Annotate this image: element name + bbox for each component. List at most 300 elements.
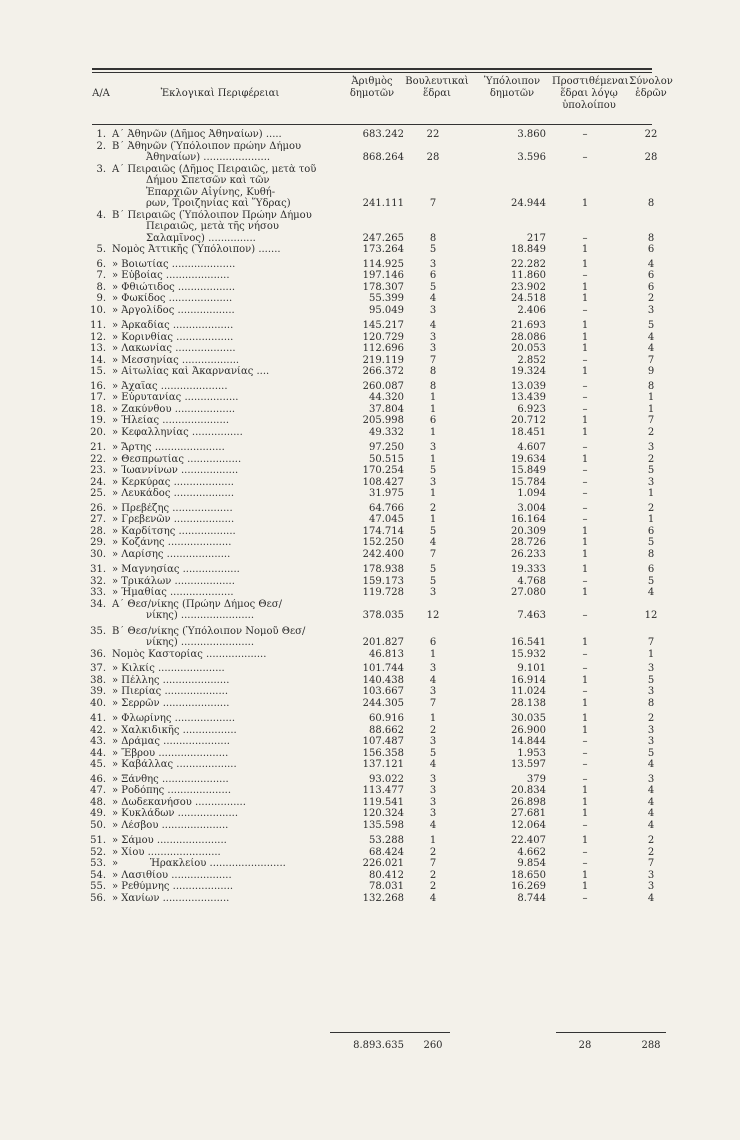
totals-rule-reg	[330, 1032, 450, 1033]
row-values	[0, 305, 740, 317]
row-remainder: 11.860	[511, 270, 546, 281]
row-added-seats: –	[582, 747, 588, 759]
row-number: 27.	[90, 514, 106, 525]
row-total-seats: 5	[647, 320, 655, 331]
row-values	[0, 415, 740, 427]
row-registered: 107.487	[362, 736, 404, 747]
row-seats: 1	[429, 426, 437, 438]
row-district-name-continued: Πειραιῶς, μετὰ τῆς νήσου	[146, 221, 279, 232]
row-district-name: » Πέλλης .....................	[112, 674, 230, 686]
row-total-seats: 8	[647, 697, 655, 709]
row-registered: 31.975	[369, 488, 404, 499]
row-number: 48.	[90, 796, 106, 808]
row-seats: 3	[429, 304, 437, 316]
row-seats: 3	[429, 258, 437, 270]
row-registered: 55.399	[369, 293, 404, 304]
row-remainder: 2.406	[517, 304, 546, 316]
row-remainder: 7.463	[517, 610, 546, 621]
row-number: 37.	[90, 663, 106, 674]
row-number: 52.	[90, 846, 106, 858]
row-remainder: 9.101	[517, 663, 546, 674]
row-registered: 244.305	[362, 697, 404, 709]
row-values	[0, 537, 740, 549]
row-added-seats: –	[582, 686, 588, 697]
row-remainder: 22.282	[511, 258, 546, 270]
row-seats: 3	[429, 442, 437, 453]
row-remainder: 14.844	[511, 736, 546, 747]
row-district-name: » Ἀρκαδίας ...................	[112, 320, 234, 331]
row-registered: 226.021	[362, 858, 404, 869]
row-registered: 205.998	[362, 415, 404, 426]
row-seats: 1	[429, 648, 437, 660]
row-total-seats: 8	[647, 198, 655, 209]
row-added-seats: –	[582, 304, 588, 316]
row-registered: 145.217	[362, 320, 404, 331]
row-registered: 119.728	[362, 587, 404, 598]
row-number: 14.	[90, 354, 106, 366]
row-total-seats: 5	[647, 575, 655, 587]
row-remainder: 4.662	[517, 846, 546, 858]
row-number: 18.	[90, 403, 106, 415]
row-total-seats: 1	[647, 392, 655, 403]
row-total-seats: 4	[647, 331, 655, 343]
row-added-seats: 1	[581, 548, 589, 560]
row-registered: 49.332	[369, 426, 404, 438]
row-registered: 120.729	[362, 331, 404, 343]
row-district-name: » Σάμου ......................	[112, 835, 227, 846]
row-registered: 50.515	[369, 453, 404, 465]
row-registered: 93.022	[369, 773, 404, 785]
row-district-name: » Ἠμαθίας ....................	[112, 587, 234, 598]
row-number: 34.	[90, 598, 106, 610]
row-seats: 8	[429, 366, 437, 377]
row-number: 35.	[90, 625, 106, 637]
row-registered: 101.744	[362, 663, 404, 674]
row-total-seats: 4	[647, 258, 655, 270]
row-district-name: » Χανίων .....................	[112, 892, 230, 904]
row-added-seats: 1	[581, 697, 589, 709]
row-seats: 5	[429, 525, 437, 537]
row-seats: 2	[429, 724, 437, 736]
row-added-seats: –	[582, 354, 588, 366]
row-values	[0, 675, 740, 687]
header-remainder: Ὑπόλοιπον δημοτῶν	[483, 76, 541, 99]
row-district-name: » Ἀργολίδος ..................	[112, 304, 235, 316]
row-added-seats: –	[582, 858, 588, 869]
row-remainder: 1.953	[517, 747, 546, 759]
row-seats: 4	[429, 819, 437, 831]
row-values	[0, 442, 740, 454]
table-row	[0, 164, 740, 176]
row-district-name: » Κορινθίας ..................	[112, 331, 234, 343]
row-district-name: Α΄ Πειραιῶς (Δῆμος Πειραιῶς, μετὰ τοῦ	[112, 163, 317, 175]
row-remainder: 20.712	[511, 415, 546, 426]
row-remainder: 16.164	[511, 514, 546, 525]
row-total-seats: 5	[647, 674, 655, 686]
row-values	[0, 427, 740, 439]
row-added-seats: –	[582, 892, 588, 904]
row-district-name: Νομὸς Καστορίας ...................	[112, 648, 267, 660]
row-total-seats: 2	[647, 453, 655, 465]
row-values	[0, 759, 740, 771]
row-total-seats: 2	[647, 835, 655, 846]
row-number: 41.	[90, 713, 106, 724]
row-registered: 46.813	[369, 648, 404, 660]
row-seats: 2	[429, 869, 437, 881]
row-remainder: 19.333	[511, 564, 546, 575]
row-number: 49.	[90, 808, 106, 819]
header-total: Σύνολον ἑδρῶν	[629, 76, 673, 99]
row-added-seats: 1	[581, 525, 589, 537]
row-total-seats: 4	[647, 796, 655, 808]
row-district-name-continued: ρων, Τροιζηνίας καὶ Ὕδρας)	[146, 198, 291, 209]
row-total-seats: 6	[647, 564, 655, 575]
row-added-seats: 1	[581, 587, 589, 598]
row-values	[0, 152, 740, 164]
row-remainder: 16.541	[511, 637, 546, 648]
row-number: 50.	[90, 819, 106, 831]
row-values	[0, 858, 740, 870]
row-number: 11.	[90, 320, 106, 331]
row-remainder: 26.900	[511, 724, 546, 736]
total-seats-all: 288	[641, 1040, 661, 1051]
row-district-name: » Κεφαλληνίας ................	[112, 426, 243, 438]
row-number: 56.	[90, 892, 106, 904]
row-values	[0, 797, 740, 809]
row-total-seats: 4	[647, 343, 655, 354]
row-seats: 1	[429, 392, 437, 403]
row-added-seats: 1	[581, 674, 589, 686]
row-number: 31.	[90, 564, 106, 575]
row-remainder: 30.035	[511, 713, 546, 724]
row-total-seats: 8	[647, 380, 655, 392]
row-values	[0, 526, 740, 538]
row-total-seats: 5	[647, 465, 655, 476]
row-registered: 53.288	[369, 835, 404, 846]
row-number: 2.	[96, 140, 106, 152]
row-remainder: 1.094	[517, 488, 546, 499]
row-total-seats: 3	[647, 881, 655, 892]
row-number: 51.	[90, 835, 106, 846]
row-district-name: » Ζακύνθου ...................	[112, 403, 236, 415]
row-seats: 2	[429, 881, 437, 892]
row-remainder: 379	[526, 773, 546, 785]
row-district-name: » Μαγνησίας ..................	[112, 564, 240, 575]
row-seats: 1	[429, 713, 437, 724]
row-seats: 2	[429, 502, 437, 514]
row-added-seats: 1	[581, 724, 589, 736]
row-total-seats: 12	[644, 610, 658, 621]
row-added-seats: 1	[581, 320, 589, 331]
table-row	[0, 599, 740, 611]
row-seats: 7	[429, 548, 437, 560]
row-added-seats: –	[582, 392, 588, 403]
row-number: 15.	[90, 366, 106, 377]
row-total-seats: 3	[647, 869, 655, 881]
row-registered: 103.667	[362, 686, 404, 697]
row-total-seats: 4	[647, 785, 655, 796]
row-number: 20.	[90, 426, 106, 438]
row-district-name: » Εὐρυτανίας .................	[112, 392, 239, 403]
row-registered: 159.173	[362, 575, 404, 587]
row-added-seats: 1	[581, 869, 589, 881]
row-added-seats: 1	[581, 453, 589, 465]
row-seats: 5	[429, 465, 437, 476]
row-values	[0, 564, 740, 576]
row-number: 6.	[96, 258, 106, 270]
row-remainder: 4.607	[517, 442, 546, 453]
row-total-seats: 8	[647, 232, 655, 244]
row-seats: 4	[429, 537, 437, 548]
row-added-seats: –	[582, 502, 588, 514]
row-number: 23.	[90, 465, 106, 476]
row-values	[0, 332, 740, 344]
row-values	[0, 454, 740, 466]
row-values	[0, 549, 740, 561]
row-district-name: Α΄ Θεσ/νίκης (Πρώην Δήμος Θεσ/	[112, 598, 282, 610]
row-registered: 219.119	[362, 354, 404, 366]
row-remainder: 19.324	[511, 366, 546, 377]
row-seats: 5	[429, 575, 437, 587]
row-added-seats: –	[582, 514, 588, 525]
row-district-name: » Χίου .......................	[112, 846, 221, 858]
row-number: 4.	[96, 209, 106, 221]
row-remainder: 23.902	[511, 281, 546, 293]
row-district-name-continued: Σαλαμῖνος) ...............	[146, 232, 256, 244]
row-district-name-continued: Δήμου Σπετσῶν καὶ τῶν	[146, 175, 270, 186]
row-registered: 113.477	[362, 785, 404, 796]
row-registered: 137.121	[362, 759, 404, 770]
row-added-seats: 1	[581, 537, 589, 548]
row-number: 33.	[90, 587, 106, 598]
row-values	[0, 129, 740, 141]
row-ditto-mark: »	[112, 858, 119, 869]
row-district-name: » Ξάνθης .....................	[112, 773, 229, 785]
row-seats: 4	[429, 892, 437, 904]
total-added: 28	[578, 1040, 592, 1051]
row-values	[0, 320, 740, 332]
table-row	[0, 210, 740, 222]
row-remainder: 24.518	[511, 293, 546, 304]
row-district-name: » Αἰτωλίας καὶ Ἀκαρνανίας ....	[112, 366, 270, 377]
row-number: 21.	[90, 442, 106, 453]
row-district-name: » Εὐβοίας ....................	[112, 270, 230, 281]
row-remainder: 4.768	[517, 575, 546, 587]
row-added-seats: 1	[581, 343, 589, 354]
totals-row	[0, 1040, 740, 1052]
totals-rule-add	[556, 1032, 666, 1033]
row-values	[0, 404, 740, 416]
row-added-seats: –	[582, 663, 588, 674]
row-seats: 3	[429, 476, 437, 488]
row-total-seats: 6	[647, 525, 655, 537]
row-registered: 683.242	[362, 129, 404, 140]
row-seats: 3	[429, 343, 437, 354]
row-seats: 2	[429, 846, 437, 858]
row-district-name-continued: νίκης) .......................	[146, 637, 255, 648]
row-district-name: » Καβάλλας ...................	[112, 759, 237, 770]
row-registered: 97.250	[369, 442, 404, 453]
row-number: 38.	[90, 674, 106, 686]
row-added-seats: 1	[581, 808, 589, 819]
row-values	[0, 686, 740, 698]
row-number: 16.	[90, 380, 106, 392]
row-remainder: 24.944	[511, 198, 546, 209]
row-seats: 5	[429, 564, 437, 575]
row-district-name: » Σερρῶν .....................	[112, 697, 230, 709]
row-remainder: 15.784	[511, 476, 546, 488]
row-total-seats: 7	[647, 637, 655, 648]
row-seats: 4	[429, 320, 437, 331]
row-added-seats: –	[582, 152, 588, 163]
row-remainder: 19.634	[511, 453, 546, 465]
header-bottom-rule	[92, 124, 652, 125]
row-number: 46.	[90, 773, 106, 785]
row-registered: 247.265	[362, 232, 404, 244]
row-district-name: » Ἄρτης ......................	[112, 442, 225, 453]
row-values	[0, 881, 740, 893]
header-seats: Βουλευτικαὶ ἕδραι	[405, 76, 469, 99]
row-district-name: » Ρεθύμνης ...................	[112, 881, 234, 892]
row-remainder: 22.407	[511, 835, 546, 846]
row-remainder: 20.834	[511, 785, 546, 796]
row-values	[0, 748, 740, 760]
row-added-seats: 1	[581, 426, 589, 438]
header-name: Ἐκλογικαὶ Περιφέρειαι	[160, 88, 280, 99]
row-registered: 47.045	[369, 514, 404, 525]
row-seats: 6	[429, 415, 437, 426]
row-added-seats: 1	[581, 415, 589, 426]
row-total-seats: 22	[644, 129, 658, 140]
row-district-name: » Θεσπρωτίας .................	[112, 453, 242, 465]
row-number: 19.	[90, 415, 106, 426]
row-number: 9.	[96, 293, 106, 304]
row-number: 29.	[90, 537, 106, 548]
row-district-name: » Χαλκιδικῆς .................	[112, 724, 237, 736]
row-registered: 260.087	[362, 380, 404, 392]
row-district-name: » Γρεβενῶν ...................	[112, 514, 235, 525]
row-seats: 6	[429, 637, 437, 648]
row-number: 13.	[90, 343, 106, 354]
row-district-name: » Φθιώτιδος ..................	[112, 281, 236, 293]
row-seats: 3	[429, 331, 437, 343]
row-total-seats: 2	[647, 502, 655, 514]
row-number: 12.	[90, 331, 106, 343]
row-registered: 132.268	[362, 892, 404, 904]
row-district-name: » Δωδεκανήσου ................	[112, 796, 246, 808]
row-seats: 7	[429, 354, 437, 366]
row-number: 28.	[90, 525, 106, 537]
row-number: 55.	[90, 881, 106, 892]
row-total-seats: 28	[644, 152, 658, 163]
row-values	[0, 465, 740, 477]
row-values	[0, 893, 740, 905]
row-remainder: 27.080	[511, 587, 546, 598]
row-remainder: 3.596	[517, 152, 546, 163]
row-district-name-continued: νίκης) .......................	[146, 610, 255, 621]
row-values	[0, 637, 740, 649]
row-total-seats: 6	[647, 270, 655, 281]
row-remainder: 13.039	[511, 380, 546, 392]
row-remainder: 18.849	[511, 244, 546, 255]
row-total-seats: 3	[647, 686, 655, 697]
row-district-name: » Μεσσηνίας ..................	[112, 354, 240, 366]
row-district-name: » Λευκάδος ...................	[112, 488, 234, 499]
row-added-seats: –	[582, 488, 588, 499]
row-total-seats: 8	[647, 548, 655, 560]
row-number: 17.	[90, 392, 106, 403]
row-seats: 3	[429, 808, 437, 819]
row-number: 26.	[90, 502, 106, 514]
row-remainder: 3.860	[517, 129, 546, 140]
row-number: 22.	[90, 453, 106, 465]
row-added-seats: 1	[581, 637, 589, 648]
row-remainder: 8.744	[517, 892, 546, 904]
row-number: 10.	[90, 304, 106, 316]
row-remainder: 3.004	[517, 502, 546, 514]
row-seats: 1	[429, 403, 437, 415]
row-values	[0, 355, 740, 367]
row-seats: 1	[429, 488, 437, 499]
row-registered: 266.372	[362, 366, 404, 377]
row-values	[0, 270, 740, 282]
row-district-name: » Κυκλάδων ...................	[112, 808, 239, 819]
row-values	[0, 663, 740, 675]
row-registered: 135.598	[362, 819, 404, 831]
row-district-name: » Λαρίσης ....................	[112, 548, 231, 560]
row-registered: 242.400	[362, 548, 404, 560]
row-registered: 140.438	[362, 674, 404, 686]
row-remainder: 20.053	[511, 343, 546, 354]
row-values	[0, 366, 740, 378]
row-registered: 80.412	[369, 869, 404, 881]
row-number: 32.	[90, 575, 106, 587]
row-remainder: 2.852	[517, 354, 546, 366]
row-registered: 119.541	[362, 796, 404, 808]
row-seats: 28	[426, 152, 440, 163]
row-remainder: 16.914	[511, 674, 546, 686]
row-total-seats: 4	[647, 892, 655, 904]
row-number: 42.	[90, 724, 106, 736]
row-added-seats: –	[582, 819, 588, 831]
row-values	[0, 282, 740, 294]
row-registered: 378.035	[362, 610, 404, 621]
row-seats: 7	[429, 697, 437, 709]
row-added-seats: –	[582, 270, 588, 281]
row-values	[0, 649, 740, 661]
row-values	[0, 244, 740, 256]
row-seats: 7	[429, 858, 437, 869]
row-added-seats: 1	[581, 796, 589, 808]
row-values	[0, 392, 740, 404]
row-district-name: » Λέσβου .....................	[112, 819, 229, 831]
row-values	[0, 198, 740, 210]
header-no: Α/Α	[92, 88, 110, 99]
row-remainder: 26.898	[511, 796, 546, 808]
row-registered: 178.938	[362, 564, 404, 575]
row-added-seats: 1	[581, 258, 589, 270]
row-added-seats: 1	[581, 244, 589, 255]
row-seats: 8	[429, 232, 437, 244]
row-registered: 78.031	[369, 881, 404, 892]
row-number: 8.	[96, 281, 106, 293]
row-added-seats: –	[582, 846, 588, 858]
row-seats: 3	[429, 773, 437, 785]
row-seats: 4	[429, 759, 437, 770]
top-rule-thin	[92, 72, 652, 73]
row-added-seats: –	[582, 380, 588, 392]
row-total-seats: 6	[647, 244, 655, 255]
